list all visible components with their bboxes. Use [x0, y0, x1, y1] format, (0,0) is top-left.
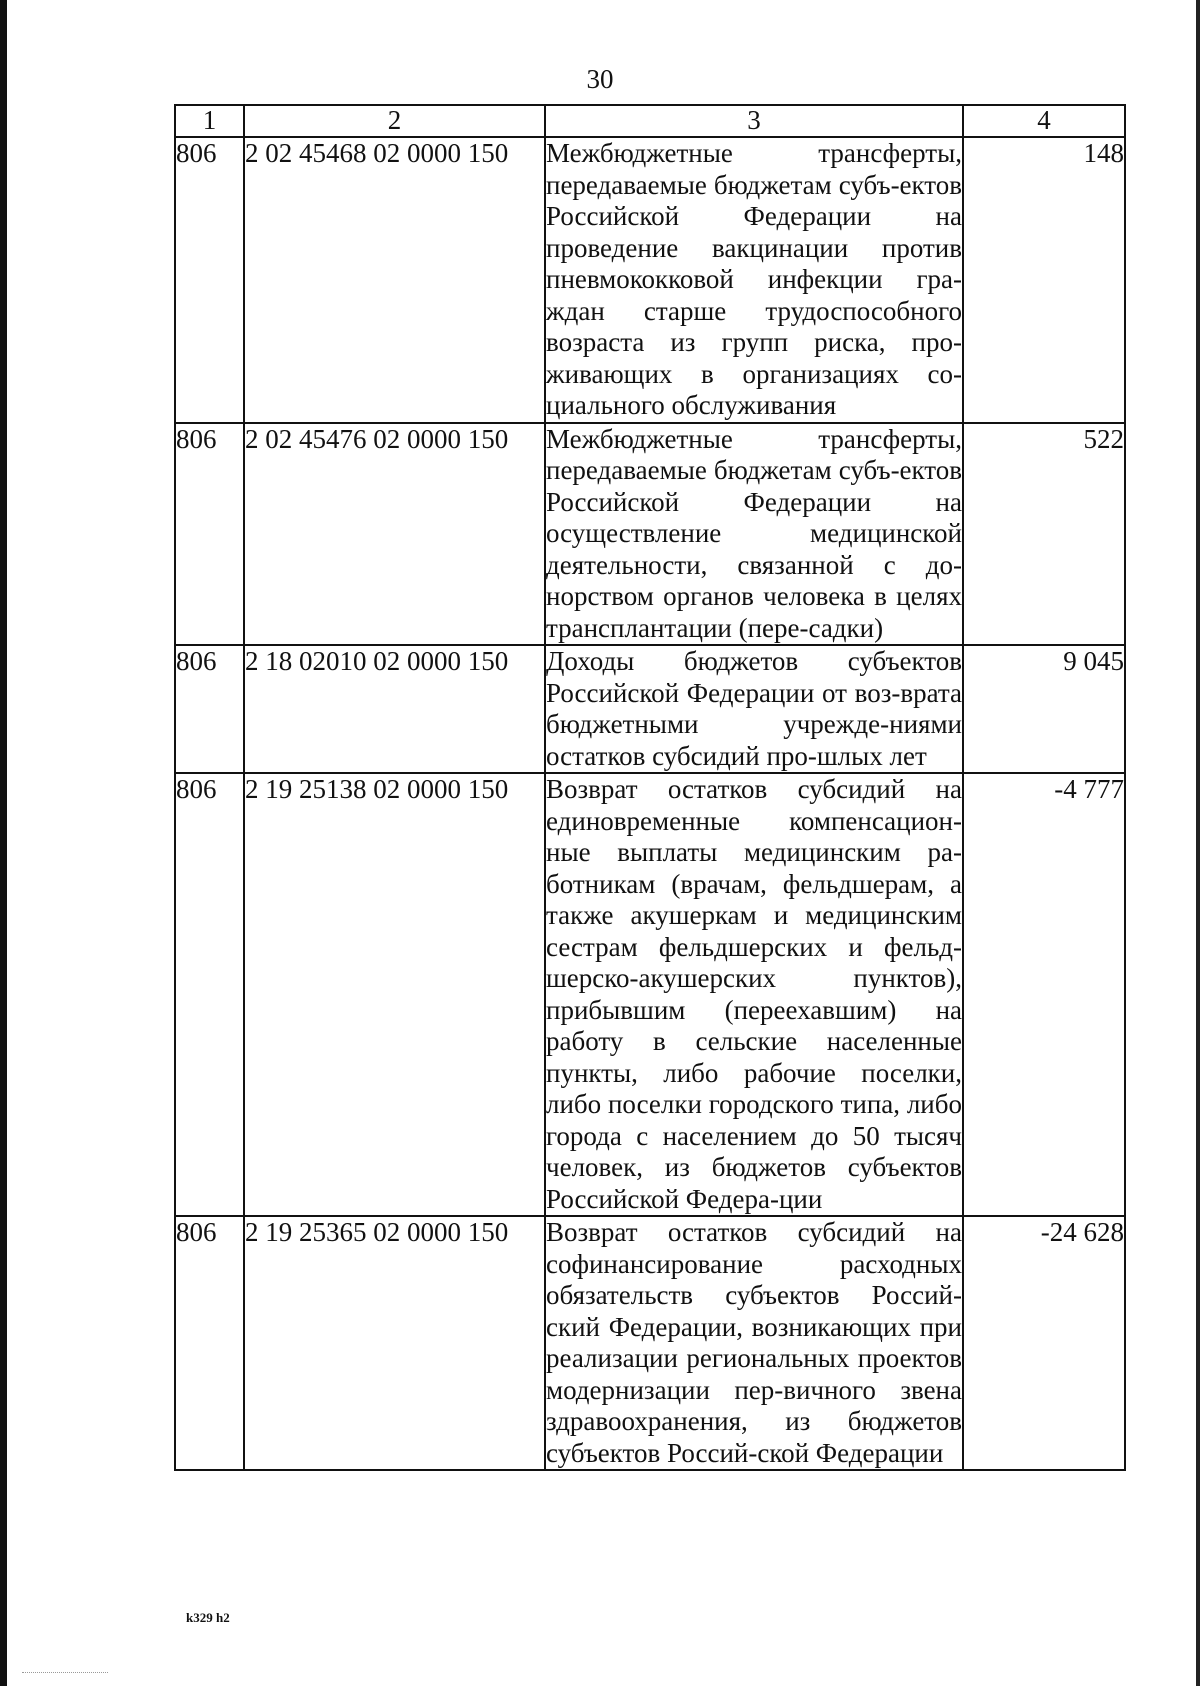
page-number: 30 — [586, 64, 614, 94]
table-row — [175, 137, 1125, 423]
table-row — [175, 773, 1125, 1216]
column-header-3: 3 — [545, 105, 963, 137]
amount-cell: 9 045 — [963, 645, 1125, 773]
column-header-2: 2 — [244, 105, 545, 137]
budget-code-cell: 2 02 45476 02 0000 150 — [244, 423, 545, 646]
description-cell: Возврат остатков субсидий на софинансирование расходных обязательств субъектов Россий-ский Федерации, возникающих при реализации региональных проектов модернизации пер-вичного звена здравоохранения, из бюджетов субъектов Россий-ской Федерации — [545, 1216, 963, 1470]
amount-cell: 148 — [963, 137, 1125, 423]
description-cell: Межбюджетные трансферты, передаваемые бюджетам субъ-ектов Российской Федерации на осуществление медицинской деятельности, связанной с до-норством органов человека в целях трансплантации (пере-садки) — [545, 423, 963, 646]
budget-code-cell: 2 19 25138 02 0000 150 — [244, 773, 545, 1216]
budget-code-cell: 2 19 25365 02 0000 150 — [244, 1216, 545, 1470]
scan-left-edge — [0, 0, 7, 1686]
scan-artifact — [22, 1672, 108, 1683]
column-header-4: 4 — [963, 105, 1125, 137]
budget-table — [174, 104, 1126, 1471]
description-cell: Межбюджетные трансферты, передаваемые бюджетам субъ-ектов Российской Федерации на проведение вакцинации против пневмококковой инфекции гра-ждан старше трудоспособного возраста из групп риска, про-живающих в организациях со-циального обслуживания — [545, 137, 963, 423]
table-row — [175, 1216, 1125, 1470]
description-cell: Возврат остатков субсидий на единовременные компенсацион-ные выплаты медицинским ра-ботникам (врачам, фельдшерам, а также акушеркам и медицинским сестрам фельдшерских и фельд-шерско-акушерских пунктов), прибывшим (переехавшим) на работу в сельские населенные пункты, либо рабочие поселки, либо поселки городского типа, либо города с населением до 50 тысяч человек, из бюджетов субъектов Российской Федера-ции — [545, 773, 963, 1216]
amount-cell: -4 777 — [963, 773, 1125, 1216]
budget-code-cell: 2 02 45468 02 0000 150 — [244, 137, 545, 423]
scan-right-edge — [1196, 0, 1200, 1686]
admin-code-cell: 806 — [175, 137, 244, 423]
admin-code-cell: 806 — [175, 773, 244, 1216]
amount-cell: -24 628 — [963, 1216, 1125, 1470]
budget-code-cell: 2 18 02010 02 0000 150 — [244, 645, 545, 773]
admin-code-cell: 806 — [175, 423, 244, 646]
admin-code-cell: 806 — [175, 1216, 244, 1470]
document-footer-code: k329 h2 — [186, 1610, 230, 1625]
admin-code-cell: 806 — [175, 645, 244, 773]
table-row — [175, 423, 1125, 646]
table-row — [175, 645, 1125, 773]
column-header-1: 1 — [175, 105, 244, 137]
table-header-row — [175, 105, 1125, 137]
description-cell: Доходы бюджетов субъектов Российской Федерации от воз-врата бюджетными учрежде-ниями остатков субсидий про-шлых лет — [545, 645, 963, 773]
amount-cell: 522 — [963, 423, 1125, 646]
